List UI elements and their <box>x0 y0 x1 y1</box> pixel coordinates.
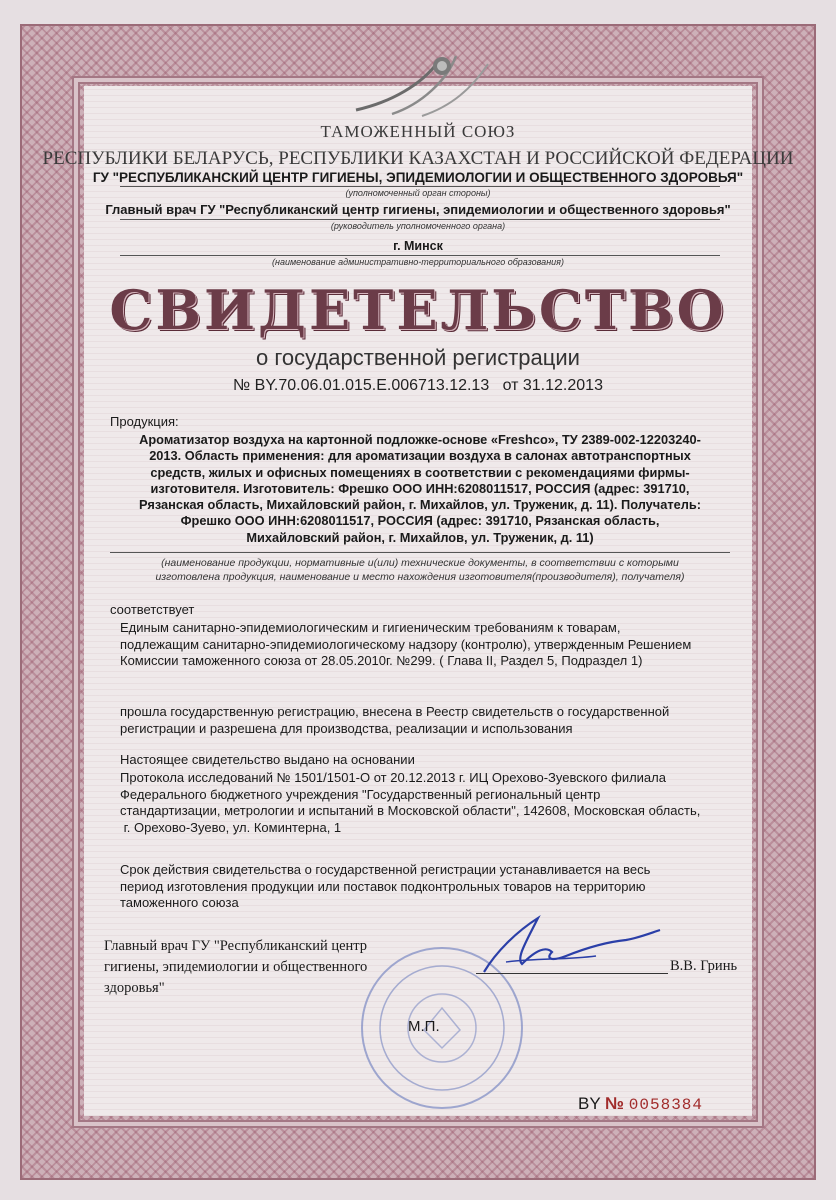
serial-digits: 0058384 <box>628 1096 704 1114</box>
city-underline <box>120 255 720 256</box>
product-line: Рязанская область, Михайловский район, г. Михайлов, ул. Труженик, д. 11). Получатель: <box>139 497 701 513</box>
stamp-label: М.П. <box>408 1018 440 1035</box>
chief-title: Главный врач ГУ "Республиканский центр гигиены, эпидемиологии и общественного здоровья" <box>105 202 731 217</box>
product-description <box>110 432 730 546</box>
product-caption <box>110 556 730 584</box>
basis-text <box>120 770 750 836</box>
signatory-name: В.В. Гринь <box>670 958 738 974</box>
product-caption-line: (наименование продукции, нормативные и(или) технические документы, в соответствии с которыми <box>161 557 679 569</box>
compliance-line: подлежащим санитарно-эпидемиологическому надзору (контролю), утвержденным Решением <box>120 636 692 652</box>
serial-no-sign: № <box>605 1094 625 1113</box>
compliance-label: соответствует <box>110 602 195 617</box>
certificate-subtitle: о государственной регистрации <box>256 345 580 370</box>
certificate-title: СВИДЕТЕЛЬСТВО <box>109 278 727 342</box>
registration-line: прошла государственную регистрацию, внесена в Реестр свидетельств о государственной <box>120 704 670 719</box>
handwritten-signature-icon <box>476 912 666 982</box>
product-underline <box>110 552 730 553</box>
union-title: ТАМОЖЕННЫЙ СОЮЗ <box>320 122 516 141</box>
authority-caption: (уполномоченный орган стороны) <box>345 188 491 198</box>
city-caption: (наименование административно-территориального образования) <box>272 257 564 267</box>
validity-line: Срок действия свидетельства о государственной регистрации устанавливается на весь <box>120 862 651 877</box>
basis-line: стандартизации, метрологии и испытаний в Московской области", 142608, Московская область, <box>120 803 701 818</box>
product-line: средств, жилых и офисных помещениях в соответствии с рекомендациями фирмы- <box>150 464 690 480</box>
authority-name: ГУ "РЕСПУБЛИКАНСКИЙ ЦЕНТР ГИГИЕНЫ, ЭПИДЕМИОЛОГИИ И ОБЩЕСТВЕННОГО ЗДОРОВЬЯ" <box>92 170 744 185</box>
product-line: Фрешко ООО ИНН:6208011517, РОССИЯ (адрес: 391710, Рязанская область, <box>180 513 660 529</box>
product-line: Михайловский район, г. Михайлов, ул. Труженик, д. 11) <box>246 529 594 545</box>
city-name: г. Минск <box>393 239 443 253</box>
signatory-position-line: гигиены, эпидемиологии и общественного <box>104 959 368 975</box>
signatory-position <box>104 936 424 999</box>
basis-line: Федерального бюджетного учреждения "Государственный региональный центр <box>120 786 601 802</box>
certificate-number: № BY.70.06.01.015.E.006713.12.13 от 31.12.2013 <box>233 377 603 394</box>
authority-underline <box>120 186 720 187</box>
product-label: Продукция: <box>110 414 179 429</box>
serial-number <box>578 1094 703 1114</box>
signatory-position-line: здоровья" <box>104 980 165 996</box>
compliance-line: Единым санитарно-эпидемиологическим и гигиеническим требованиям к товарам, <box>120 620 621 635</box>
basis-line: г. Орехово-Зуево, ул. Коминтерна, 1 <box>120 819 342 835</box>
serial-series: BY <box>578 1094 601 1113</box>
customs-union-emblem-icon <box>352 44 492 118</box>
validity-line: период изготовления продукции или поставок подконтрольных товаров на территорию <box>120 878 646 894</box>
signatory-position-line: Главный врач ГУ "Республиканский центр <box>104 938 368 954</box>
product-line: Ароматизатор воздуха на картонной подложке-основе «Freshco», ТУ 2389-002-12203240- <box>139 432 701 447</box>
product-line: изготовителя. Изготовитель: Фрешко ООО ИНН:6208011517, РОССИЯ (адрес: 391710, <box>150 480 690 496</box>
registration-line: регистрации и разрешена для производства, реализации и использования <box>120 720 573 736</box>
product-caption-line: изготовлена продукция, наименование и место нахождения изготовителя(производителя), получателя) <box>155 571 685 583</box>
validity-line: таможенного союза <box>120 895 239 910</box>
chief-caption: (руководитель уполномоченного органа) <box>330 221 506 231</box>
republics-title: РЕСПУБЛИКИ БЕЛАРУСЬ, РЕСПУБЛИКИ КАЗАХСТАН И РОССИЙСКОЙ ФЕДЕРАЦИИ <box>42 148 794 169</box>
product-line: 2013. Область применения: для ароматизации воздуха в салонах автотранспортных <box>149 448 691 464</box>
chief-underline <box>120 219 720 220</box>
validity-text <box>120 862 740 912</box>
compliance-text <box>120 620 740 670</box>
compliance-line: Комиссии таможенного союза от 28.05.2010г. №299. ( Глава II, Раздел 5, Подраздел 1) <box>120 653 643 668</box>
basis-label: Настоящее свидетельство выдано на основании <box>120 752 415 767</box>
basis-line: Протокола исследований № 1501/1501-О от 20.12.2013 г. ИЦ Орехово-Зуевского филиала <box>120 770 666 785</box>
registration-text <box>120 704 740 737</box>
